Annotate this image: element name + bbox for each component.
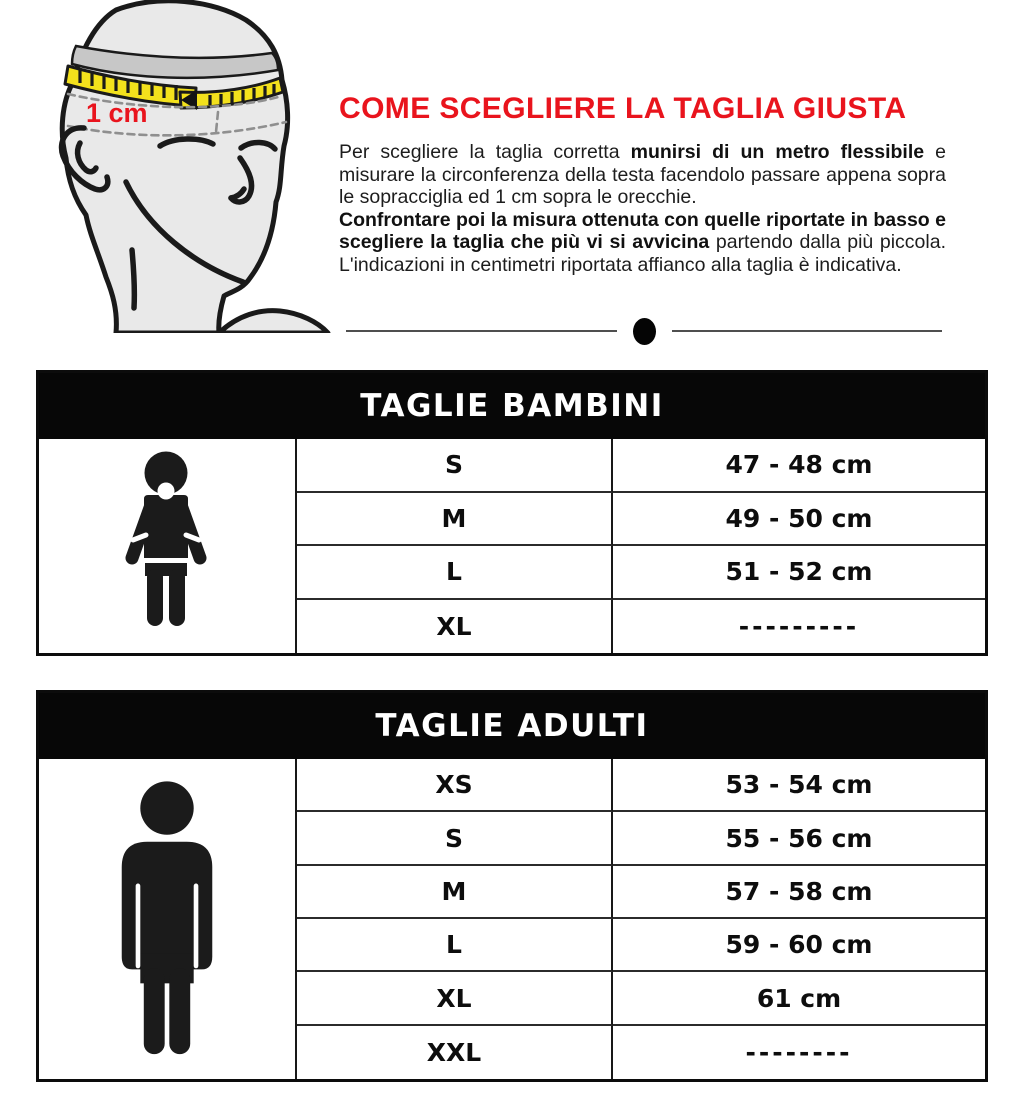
size-cell: L xyxy=(297,546,613,600)
size-cell: M xyxy=(297,866,613,919)
section-divider xyxy=(346,318,942,344)
size-table-body xyxy=(39,759,985,1079)
icon-cell xyxy=(39,759,297,1079)
table-title: TAGLIE BAMBINI xyxy=(39,373,985,439)
measure-cell: 59 - 60 cm xyxy=(613,919,985,972)
children-sizes-table xyxy=(36,370,988,656)
adult-sizes-table xyxy=(36,690,988,1082)
size-cell: L xyxy=(297,919,613,972)
head-measurement-illustration xyxy=(28,0,334,333)
size-cell: XS xyxy=(297,759,613,812)
size-cell: XL xyxy=(297,600,613,654)
size-cell: M xyxy=(297,493,613,547)
measure-cell: -------- xyxy=(745,1037,853,1067)
icon-cell xyxy=(39,439,297,653)
tape-label: 1 cm xyxy=(86,98,148,128)
measure-cell: --------- xyxy=(738,611,860,641)
divider-line xyxy=(672,330,943,332)
guide-paragraph: Confrontare poi la misura ottenuta con quelle riportate in basso e scegliere la taglia che più vi si avvicina partendo dalla più piccola. L'indicazioni in centimetri riportata affianco alla taglia è indicativa. xyxy=(339,208,946,276)
divider-dot xyxy=(633,318,656,345)
measure-cell: 49 - 50 cm xyxy=(613,493,985,547)
measure-cell: 47 - 48 cm xyxy=(613,439,985,493)
measure-cell: 51 - 52 cm xyxy=(613,546,985,600)
adult-pictogram-icon xyxy=(102,779,232,1060)
guide-paragraph: Per scegliere la taglia corretta munirsi di un metro flessibile e misurare la circonferenza della testa facendolo passare appena sopra le sopracciglia ed 1 cm sopra le orecchie. xyxy=(339,141,947,209)
measure-cell: 61 cm xyxy=(613,972,985,1025)
measure-cell: 53 - 54 cm xyxy=(613,759,985,812)
size-cell: S xyxy=(297,439,613,493)
divider-line xyxy=(346,330,617,332)
size-cell: S xyxy=(297,812,613,865)
size-table-body xyxy=(39,439,985,653)
guide-paragraphs xyxy=(339,141,946,277)
table-title: TAGLIE ADULTI xyxy=(39,693,985,759)
child-pictogram-icon xyxy=(107,448,227,644)
measure-cell: 57 - 58 cm xyxy=(613,866,985,919)
measure-cell: 55 - 56 cm xyxy=(613,812,985,865)
size-cell: XL xyxy=(297,972,613,1025)
page-title: COME SCEGLIERE LA TAGLIA GIUSTA xyxy=(339,92,907,125)
size-cell: XXL xyxy=(297,1026,613,1079)
